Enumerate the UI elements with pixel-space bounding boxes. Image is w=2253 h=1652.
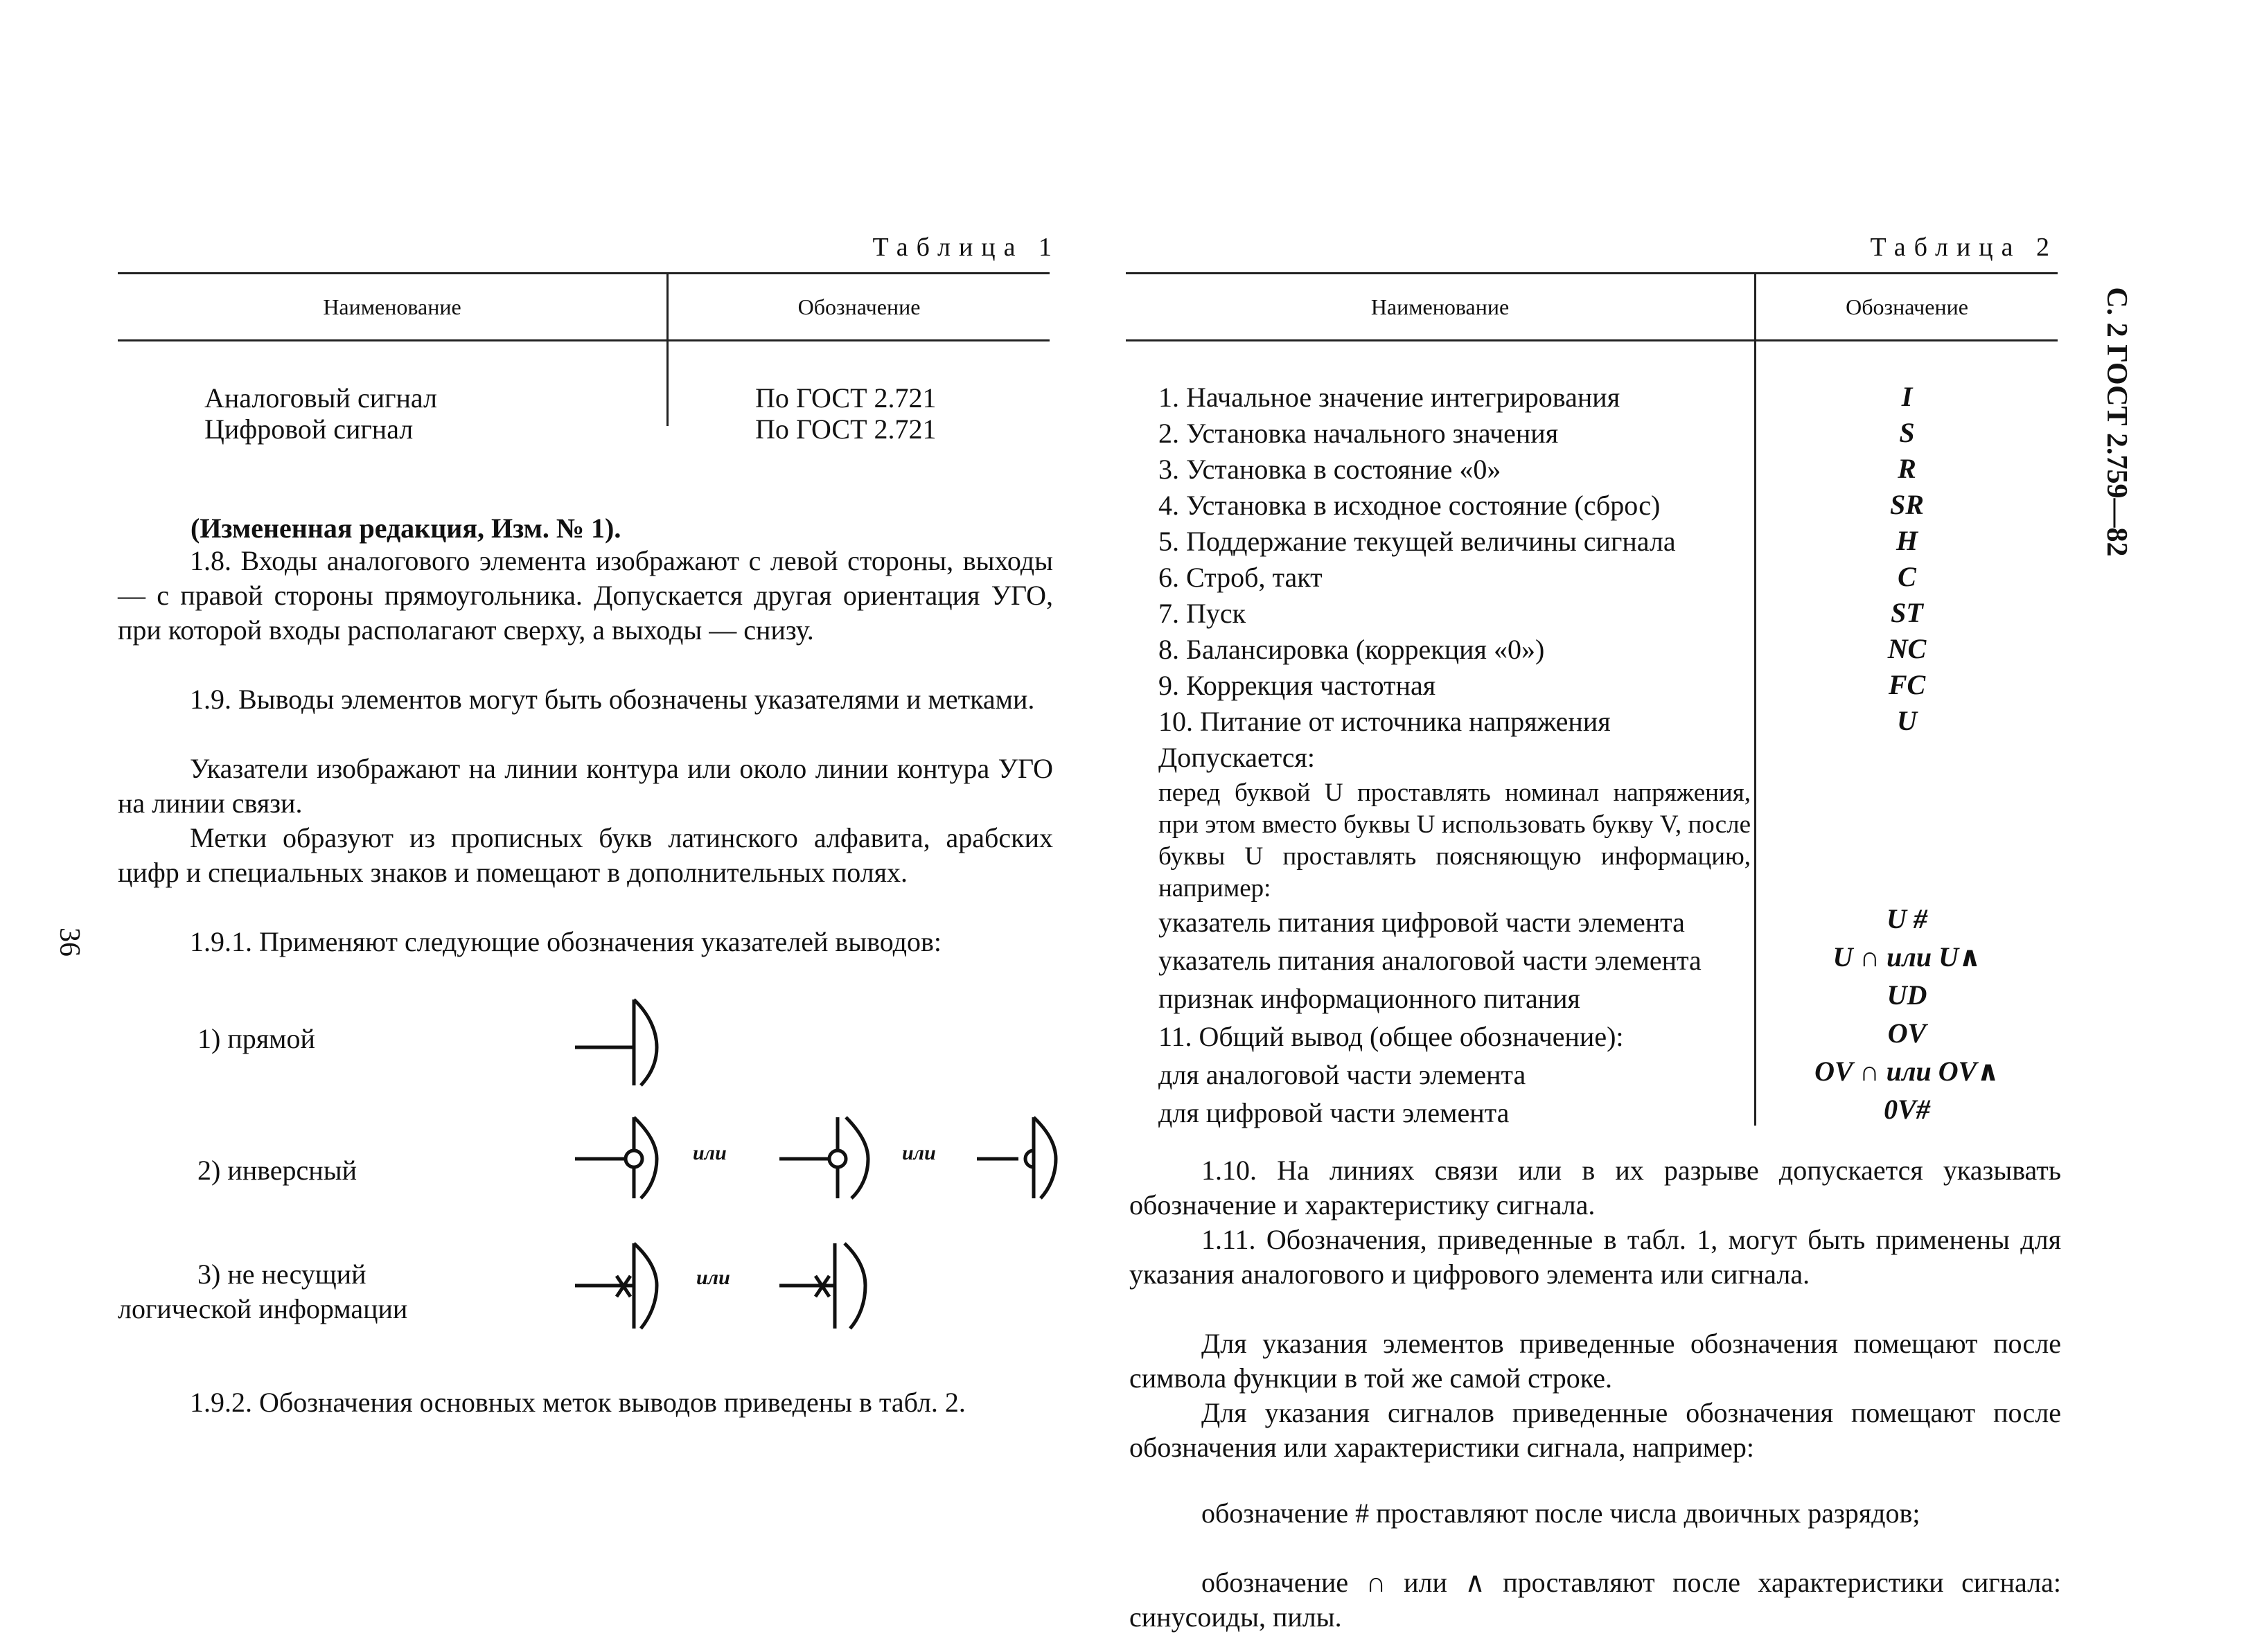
table2-allowed: Допускается: <box>1158 742 1316 773</box>
table2-top-rule <box>1126 272 2058 274</box>
table2-example-symbol: UD <box>1887 979 1927 1011</box>
note-signal-shape: обозначение ∩ или ∧ проставляют после характеристики сигнала: синусоиды, пилы. <box>1129 1567 2061 1633</box>
nonlogic-pin-icon <box>575 1240 672 1337</box>
paragraph-1-11: 1.11. Обозначения, приведенные в табл. 1, могут быть применены для указания аналогового и цифрового элемента или сигнала. <box>1129 1224 2061 1290</box>
table2-example-symbol: 0V# <box>1884 1094 1930 1125</box>
paragraph-1-9-pointers: Указатели изображают на линии контура или около линии контура УГО на линии связи. <box>118 753 1053 819</box>
table2-allowed-text: перед буквой U проставлять номинал напряжения, при этом вместо буквы U использовать букву V, после буквы U проставлять поясняющую информацию, например: <box>1158 779 1751 903</box>
table2-cell-symbol: R <box>1898 453 1916 484</box>
note-binary-digits: обозначение # проставляют после числа двоичных разрядов; <box>1201 1498 1920 1529</box>
table1-cell-symbol: По ГОСТ 2.721 <box>755 382 937 414</box>
table2-cell-name: 8. Балансировка (коррекция «0») <box>1158 634 1545 665</box>
table1-cell-name: Цифровой сигнал <box>204 414 414 445</box>
table2-cell-name: 9. Коррекция частотная <box>1158 670 1436 701</box>
table2-cell-symbol: H <box>1896 525 1918 556</box>
table1-row <box>204 412 413 447</box>
table1-header-symbol: Обозначение <box>797 294 921 319</box>
table2-example-name: указатель питания аналоговой части элемента <box>1158 945 1702 976</box>
table2-caption: Таблица 2 <box>1870 233 2058 262</box>
inverse-pin-icon <box>977 1112 1074 1209</box>
table2-example-symbol: OV ∩ или OV∧ <box>1814 1056 1999 1087</box>
table2-example-name: указатель питания цифровой части элемента <box>1158 907 1685 938</box>
inverse-pin-icon <box>575 1112 672 1209</box>
table2-example-symbol: U # <box>1887 903 1927 934</box>
pin-nonlogic-label-1: 3) не несущий <box>197 1259 366 1290</box>
table1-cell-symbol: По ГОСТ 2.721 <box>755 414 937 445</box>
table2-cell-symbol: I <box>1901 381 1913 412</box>
table2-cell-name: 3. Установка в состояние «0» <box>1158 454 1501 485</box>
table2-cell-symbol: S <box>1899 417 1915 448</box>
table2-cell-symbol: SR <box>1890 489 1924 520</box>
pin-nonlogic-label-2: логической информации <box>118 1293 408 1324</box>
paragraph-1-8: 1.8. Входы аналогового элемента изображают с левой стороны, выходы — с правой стороны прямоугольника. Допускается другая ориентация УГО, при которой входы располагают сверху, а выходы — снизу. <box>118 545 1053 646</box>
revision-note: (Измененная редакция, Изм. № 1). <box>191 513 621 544</box>
table1-top-rule <box>118 272 1050 274</box>
table2-example-name: для цифровой части элемента <box>1158 1097 1510 1128</box>
table2-example-name: для аналоговой части элемента <box>1158 1059 1526 1090</box>
table1-caption: Таблица 1 <box>872 233 1060 262</box>
page-number: 36 <box>53 927 85 957</box>
running-header: С. 2 ГОСТ 2.759—82 <box>2101 287 2132 557</box>
table1-cell-name: Аналоговый сигнал <box>204 382 437 414</box>
inverse-pin-icon <box>779 1112 876 1209</box>
direct-pin-icon <box>575 994 672 1091</box>
table1-header-rule <box>118 339 1050 341</box>
or-label: или <box>696 1266 730 1289</box>
table2-cell-name: 2. Установка начального значения <box>1158 418 1559 449</box>
table2-cell-name: 7. Пуск <box>1158 598 1246 629</box>
table2-header-name: Наименование <box>1370 294 1510 319</box>
paragraph-1-9-1: 1.9.1. Применяют следующие обозначения указателей выводов: <box>190 926 942 957</box>
table2-cell-name: 5. Поддержание текущей величины сигнала <box>1158 526 1676 557</box>
table2-cell-symbol: U <box>1897 705 1917 736</box>
paragraph-1-9-2: 1.9.2. Обозначения основных меток выводов приведены в табл. 2. <box>190 1387 966 1418</box>
table2-cell-symbol: FC <box>1888 669 1926 700</box>
paragraph-1-9-labels: Метки образуют из прописных букв латинского алфавита, арабских цифр и специальных знаков и помещают в дополнительных полях. <box>118 822 1053 888</box>
paragraph-1-9: 1.9. Выводы элементов могут быть обозначены указателями и метками. <box>190 684 1035 715</box>
table2-cell-name: 6. Строб, такт <box>1158 562 1323 593</box>
pin-direct-label: 1) прямой <box>197 1023 315 1054</box>
nonlogic-pin-icon <box>779 1240 876 1337</box>
or-label: или <box>693 1142 727 1164</box>
table2-example-symbol: U ∩ или U∧ <box>1832 941 1981 972</box>
table2-header-rule <box>1126 339 2058 341</box>
table2-example-name: признак информационного питания <box>1158 983 1580 1014</box>
table2-cell-symbol: NC <box>1887 633 1927 664</box>
or-label: или <box>902 1142 936 1164</box>
table2-header-symbol: Обозначение <box>1846 294 1968 319</box>
table2-example-name: 11. Общий вывод (общее обозначение): <box>1158 1021 1624 1052</box>
table2-cell-symbol: C <box>1898 561 1916 592</box>
table1-header-name: Наименование <box>323 294 461 319</box>
table2-cell-name: 10. Питание от источника напряжения <box>1158 706 1611 737</box>
pin-inverse-label: 2) инверсный <box>197 1155 357 1186</box>
paragraph-1-11-signals: Для указания сигналов приведенные обозначения помещают после обозначения или характеристики сигнала, например: <box>1129 1397 2061 1463</box>
table2-cell-name: 1. Начальное значение интегрирования <box>1158 382 1620 413</box>
paragraph-1-10: 1.10. На линиях связи или в их разрыве допускается указывать обозначение и характеристику сигнала. <box>1129 1155 2061 1220</box>
table2-cell-name: 4. Установка в исходное состояние (сброс) <box>1158 490 1661 521</box>
table2-example-symbol: OV <box>1887 1018 1927 1049</box>
table2-cell-symbol: ST <box>1891 597 1923 628</box>
paragraph-1-11-elements: Для указания элементов приведенные обозначения помещают после символа функции в той же самой строке. <box>1129 1328 2061 1394</box>
table1-row <box>204 381 437 416</box>
